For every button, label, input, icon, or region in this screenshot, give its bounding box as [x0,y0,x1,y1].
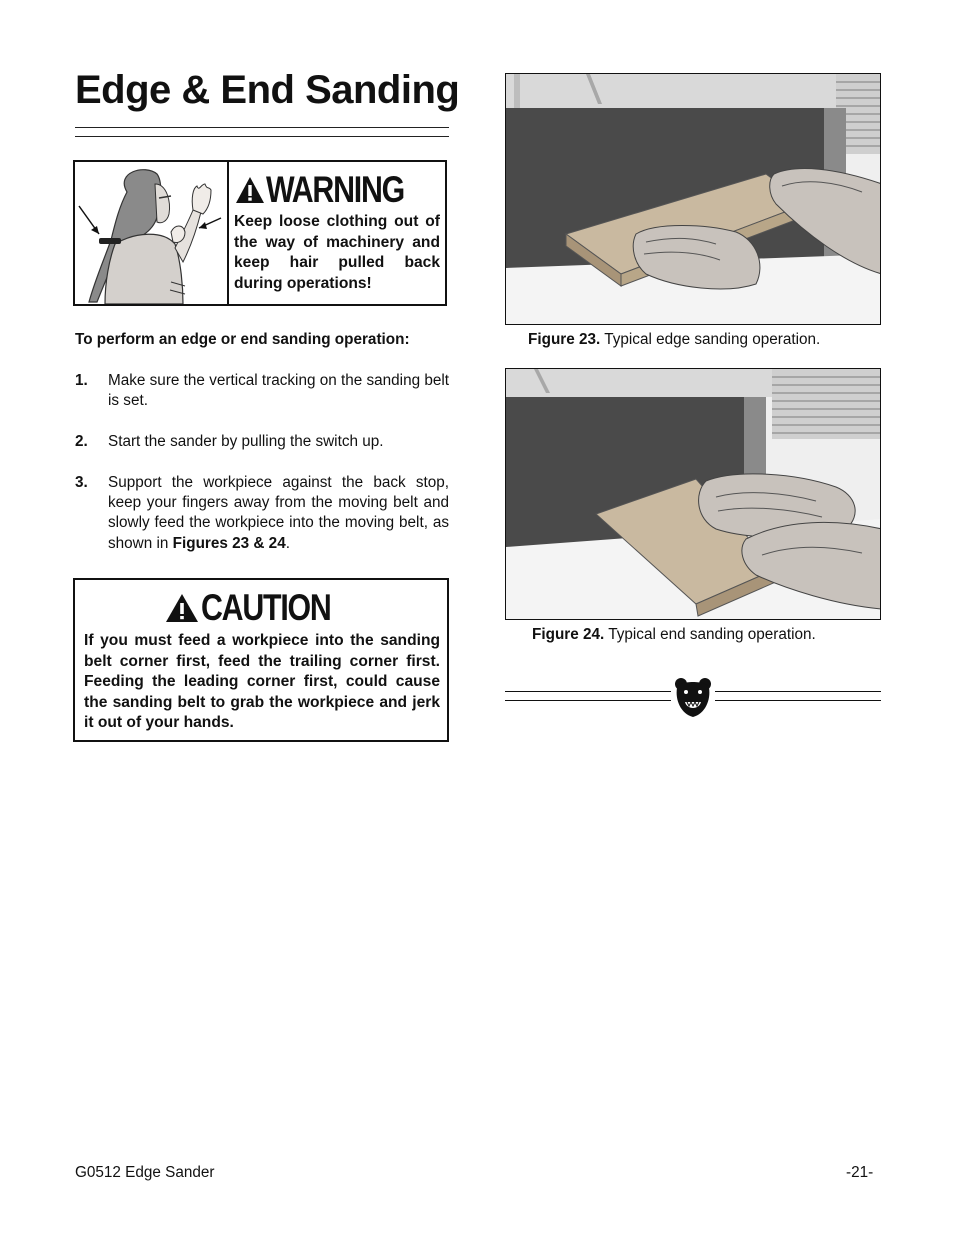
warning-header [235,170,434,210]
caution-box [73,578,449,742]
procedure-step [75,432,449,452]
figure-reference: Figures 23 & 24 [172,534,286,552]
title-rule-top [75,127,449,128]
figure-label: Figure 23. [528,331,601,348]
page-title: Edge & End Sanding [75,68,460,112]
caution-header [165,588,359,628]
person-with-tied-hair-illustration [75,162,229,304]
warning-triangle-icon [235,176,265,204]
divider-line [715,700,881,701]
caution-text: If you must feed a workpiece into the sanding belt corner first, feed the trailing corner first. Feeding the leading corner first, could cause the sanding belt to grab the workpiece and jerk it out of your hands. [84,632,440,731]
title-rule-bottom [75,136,449,137]
step-text-body: Support the workpiece against the back stop, keep your fingers away from the moving belt and slowly feed the workpiece into the moving belt, as shown in [108,474,449,552]
step-text [108,473,449,554]
divider-line [505,691,671,692]
warning-box [73,160,447,306]
procedure-step [75,473,449,554]
footer-page-number: -21- [846,1164,874,1181]
warning-text: Keep loose clothing out of the way of machinery and keep hair pulled back during operations! [234,213,440,292]
step-text: Start the sander by pulling the switch up. [108,433,384,450]
step-number: 3. [75,474,88,491]
divider-line [505,700,671,701]
warning-label: WARNING [266,169,405,210]
step-number: 2. [75,433,88,450]
edge-sanding-photo [505,73,881,325]
figure-caption [528,331,820,349]
step-number: 1. [75,372,88,389]
step-text: Make sure the vertical tracking on the sanding belt is set. [108,372,449,410]
end-sanding-photo [505,368,881,620]
divider-line [715,691,881,692]
figure-label: Figure 24. [532,626,605,643]
caution-triangle-icon [165,593,199,623]
step-text-end: . [285,534,290,552]
figure-caption [532,626,816,644]
footer-product-name: G0512 Edge Sander [75,1164,215,1181]
caution-label: CAUTION [201,587,331,628]
figure-caption-text: Typical edge sanding operation. [600,331,821,348]
procedure-intro: To perform an edge or end sanding operation: [75,331,410,348]
figure-caption-text: Typical end sanding operation. [604,626,816,643]
bear-logo-icon [673,676,713,718]
procedure-step [75,371,449,411]
